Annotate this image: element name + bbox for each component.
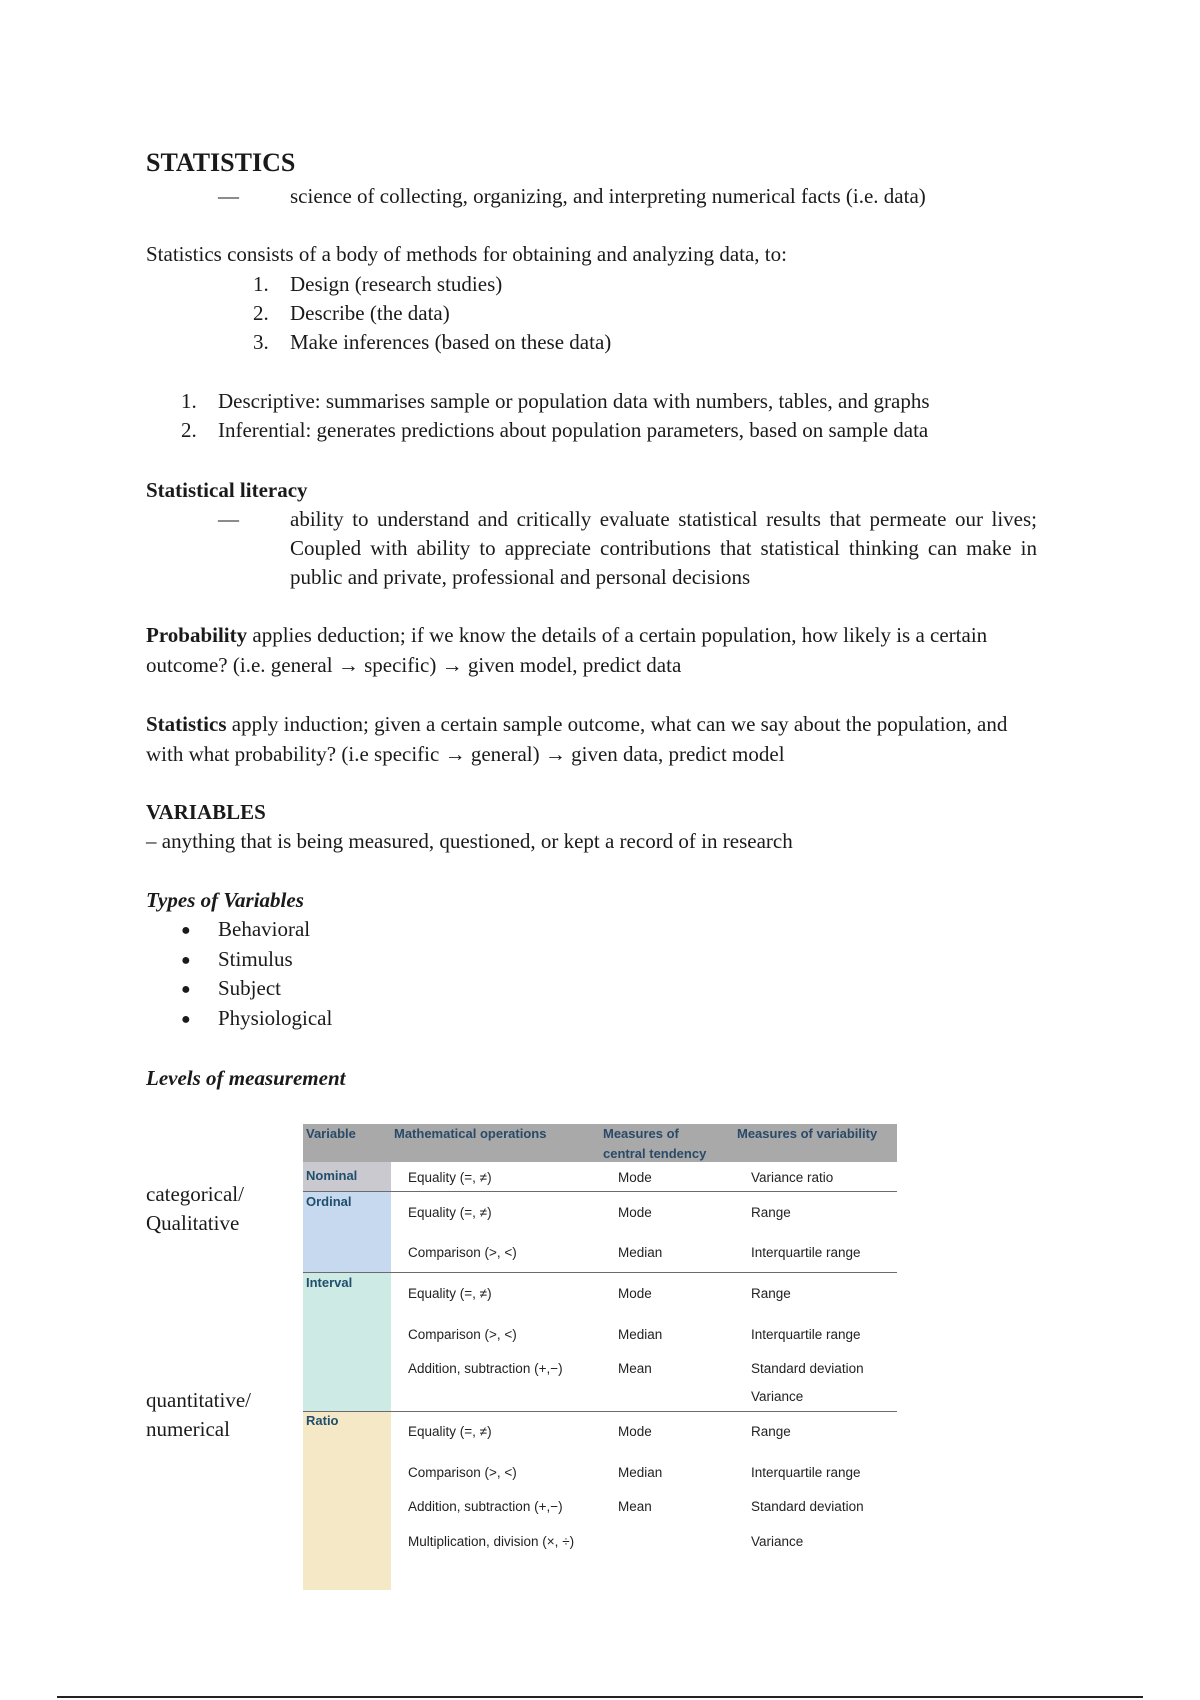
statistics-term: Statistics: [146, 712, 227, 736]
list-number: 3.: [253, 330, 269, 354]
header-math-operations: Mathematical operations: [394, 1126, 547, 1141]
cell-central: Mode: [618, 1424, 652, 1439]
row-separator: [303, 1191, 897, 1192]
cell-central: Mode: [618, 1170, 652, 1185]
bullet-icon: ●: [181, 981, 191, 998]
probability-text-line2: outcome? (i.e. general → specific) → given model, predict data: [146, 653, 682, 677]
bottom-rule: [57, 1696, 1143, 1698]
cell-variability: Standard deviation: [751, 1361, 864, 1376]
dash-marker: —: [218, 184, 239, 208]
cell-variability: Interquartile range: [751, 1465, 861, 1480]
literacy-heading: Statistical literacy: [146, 478, 308, 502]
cell-math: Addition, subtraction (+,−): [408, 1499, 563, 1514]
cell-math: Equality (=, ≠): [408, 1424, 492, 1439]
cell-math: Equality (=, ≠): [408, 1170, 492, 1185]
list-item: Physiological: [218, 1006, 333, 1030]
cell-math: Comparison (>, <): [408, 1465, 517, 1480]
band-interval: [303, 1273, 391, 1411]
list-number: 2.: [253, 301, 269, 325]
cell-variability: Interquartile range: [751, 1327, 861, 1342]
probability-text: applies deduction; if we know the details of a certain population, how likely is a certain: [247, 623, 988, 647]
quantitative-label: quantitative/: [146, 1388, 251, 1412]
bullet-icon: ●: [181, 922, 191, 939]
categorical-label: categorical/: [146, 1182, 244, 1206]
cell-variability: Standard deviation: [751, 1499, 864, 1514]
cell-variability: Range: [751, 1424, 791, 1439]
header-variable: Variable: [306, 1126, 356, 1141]
variables-heading: VARIABLES: [146, 800, 266, 824]
row-separator: [303, 1272, 897, 1273]
dash-marker: —: [218, 507, 239, 531]
statistics-consists-text: Statistics consists of a body of methods for obtaining and analyzing data, to:: [146, 242, 787, 266]
probability-term: Probability: [146, 623, 248, 647]
row-separator: [303, 1411, 897, 1412]
cell-math: Addition, subtraction (+,−): [408, 1361, 563, 1376]
cell-central: Median: [618, 1465, 663, 1480]
cell-math: Comparison (>, <): [408, 1245, 517, 1260]
cell-variability: Interquartile range: [751, 1245, 861, 1260]
level-label-ordinal: Ordinal: [306, 1194, 352, 1209]
list-item: Behavioral: [218, 917, 311, 941]
levels-heading: Levels of measurement: [146, 1066, 346, 1090]
header-central-tendency: Measures of central tendency: [603, 1126, 707, 1161]
types-of-variables-heading: Types of Variables: [146, 888, 304, 912]
level-label-nominal: Nominal: [306, 1168, 358, 1183]
list-item: Subject: [218, 976, 281, 1000]
cell-variability: Range: [751, 1286, 791, 1301]
variables-definition: – anything that is being measured, questioned, or kept a record of in research: [146, 829, 793, 853]
literacy-definition: ability to understand and critically evaluate statistical results that permeate our lives; Coupled with ability to appreciate contributions that statistical thinking can make in public and private, professional and personal decisions: [290, 507, 1037, 589]
cell-math: Comparison (>, <): [408, 1327, 517, 1342]
cell-central: Mode: [618, 1205, 652, 1220]
header-variability: Measures of variability: [737, 1126, 878, 1141]
induction-paragraph-line: [146, 710, 1007, 739]
statistics-definition: science of collecting, organizing, and interpreting numerical facts (i.e. data): [290, 184, 926, 208]
band-ratio: [303, 1412, 391, 1590]
list-item: Design (research studies): [290, 272, 503, 296]
cell-central: Median: [618, 1245, 663, 1260]
list-number: 2.: [181, 418, 197, 442]
list-item: Inferential: generates predictions about population parameters, based on sample data: [218, 418, 929, 442]
cell-central: Mean: [618, 1499, 652, 1514]
list-item: Descriptive: summarises sample or population data with numbers, tables, and graphs: [218, 389, 930, 413]
list-item: Describe (the data): [290, 301, 450, 325]
cell-variability: Range: [751, 1205, 791, 1220]
cell-math: Equality (=, ≠): [408, 1286, 492, 1301]
cell-variability: Variance: [751, 1389, 804, 1404]
level-label-interval: Interval: [306, 1275, 353, 1290]
bullet-icon: ●: [181, 952, 191, 969]
probability-paragraph-line: [146, 621, 987, 650]
numerical-label: numerical: [146, 1417, 230, 1441]
cell-math: Multiplication, division (×, ÷): [408, 1534, 575, 1549]
cell-central: Mode: [618, 1286, 652, 1301]
list-number: 1.: [181, 389, 197, 413]
cell-central: Mean: [618, 1361, 652, 1376]
level-label-ratio: Ratio: [306, 1413, 339, 1428]
cell-math: Equality (=, ≠): [408, 1205, 492, 1220]
induction-text-line2: with what probability? (i.e specific → general) → given data, predict model: [146, 742, 785, 766]
induction-text: apply induction; given a certain sample outcome, what can we say about the population, and: [226, 712, 1008, 736]
list-item: Make inferences (based on these data): [290, 330, 612, 354]
page-title: STATISTICS: [146, 148, 296, 177]
list-item: Stimulus: [218, 947, 293, 971]
levels-of-measurement-table: [303, 1124, 897, 1590]
cell-central: Median: [618, 1327, 663, 1342]
bullet-icon: ●: [181, 1011, 191, 1028]
cell-variability: Variance ratio: [751, 1170, 834, 1185]
qualitative-label: Qualitative: [146, 1211, 240, 1235]
cell-variability: Variance: [751, 1534, 804, 1549]
list-number: 1.: [253, 272, 269, 296]
